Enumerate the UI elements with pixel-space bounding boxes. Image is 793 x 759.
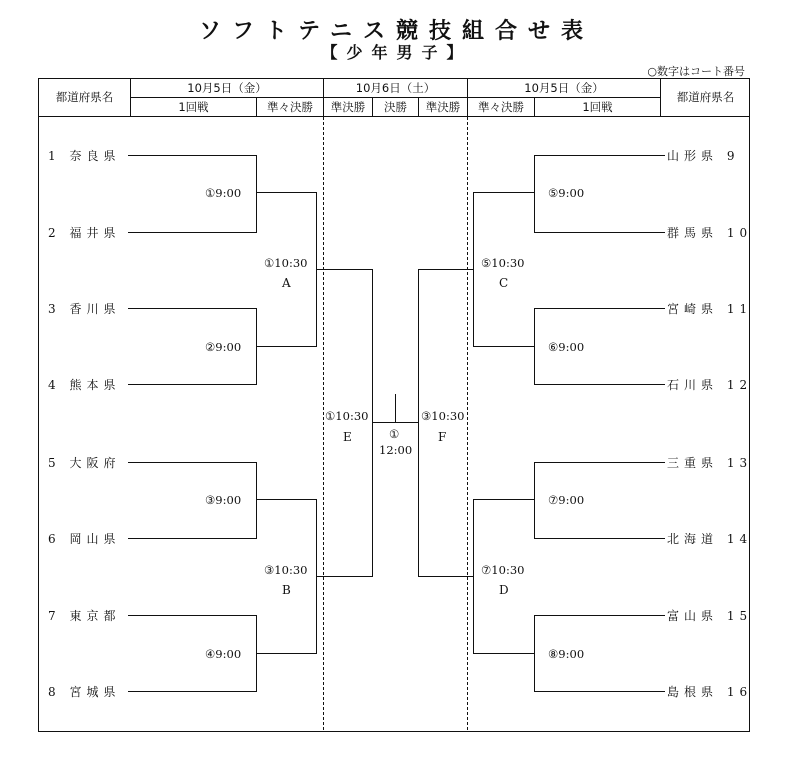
pref-header-left: 都道府県名 xyxy=(55,90,114,104)
round1-header-right: 1回戦 xyxy=(582,100,613,114)
team-right: 群馬県 10 xyxy=(667,226,753,240)
court-time-label: ③10:30 xyxy=(264,563,308,577)
court-time-label: ⑤9:00 xyxy=(548,186,585,200)
match-letter: D xyxy=(499,583,509,597)
court-time-label: ⑤10:30 xyxy=(481,256,525,270)
sf-header-right: 準決勝 xyxy=(425,100,461,114)
team-left: 6 岡山県 xyxy=(48,532,121,546)
match-letter: C xyxy=(499,276,509,290)
team-left: 7 東京都 xyxy=(48,609,121,623)
final-court: ① xyxy=(389,427,400,441)
court-time-label: ③9:00 xyxy=(205,493,242,507)
team-left: 5 大阪府 xyxy=(48,456,121,470)
match-letter: F xyxy=(438,430,447,444)
court-time-label: ①9:00 xyxy=(205,186,242,200)
court-time-label: ①10:30 xyxy=(264,256,308,270)
team-left: 4 熊本県 xyxy=(48,378,121,392)
date-header-center: 10月6日（土） xyxy=(355,81,436,95)
final-time: 12:00 xyxy=(379,443,413,457)
match-letter: E xyxy=(343,430,352,444)
team-right: 宮崎県 11 xyxy=(667,302,753,316)
team-right: 島根県 16 xyxy=(667,685,753,699)
team-right: 北海道 14 xyxy=(667,532,753,546)
team-left: 1 奈良県 xyxy=(48,149,121,163)
team-right: 三重県 13 xyxy=(667,456,753,470)
page-subtitle: 【少年男子】 xyxy=(321,43,472,62)
court-time-label: ⑧9:00 xyxy=(548,647,585,661)
final-header: 決勝 xyxy=(384,100,407,114)
team-right: 富山県 15 xyxy=(667,609,753,623)
court-time-label: ③10:30 xyxy=(421,409,465,423)
date-header-left: 10月5日（金） xyxy=(187,81,267,95)
qf-header-left: 準々決勝 xyxy=(267,100,313,114)
round1-header-left: 1回戦 xyxy=(178,100,209,114)
court-time-label: ⑦10:30 xyxy=(481,563,525,577)
team-right: 山形県 9 xyxy=(667,149,740,163)
team-left: 3 香川県 xyxy=(48,302,121,316)
page-title: ソフトテニス競技組合せ表 xyxy=(198,19,595,44)
team-left: 2 福井県 xyxy=(48,226,121,240)
court-time-label: ①10:30 xyxy=(325,409,369,423)
court-time-label: ⑦9:00 xyxy=(548,493,585,507)
qf-header-right: 準々決勝 xyxy=(478,100,524,114)
team-right: 石川県 12 xyxy=(667,378,753,392)
court-time-label: ⑥9:00 xyxy=(548,340,585,354)
pref-header-right: 都道府県名 xyxy=(676,90,735,104)
table-frame xyxy=(39,79,753,732)
sf-header-left: 準決勝 xyxy=(330,100,366,114)
team-left: 8 宮城県 xyxy=(48,685,121,699)
court-number-note: ○数字はコート番号 xyxy=(647,65,745,78)
court-time-label: ②9:00 xyxy=(205,340,242,354)
match-letter: A xyxy=(282,276,291,290)
match-letter: B xyxy=(282,583,291,597)
court-time-label: ④9:00 xyxy=(205,647,242,661)
date-header-right: 10月5日（金） xyxy=(524,81,604,95)
